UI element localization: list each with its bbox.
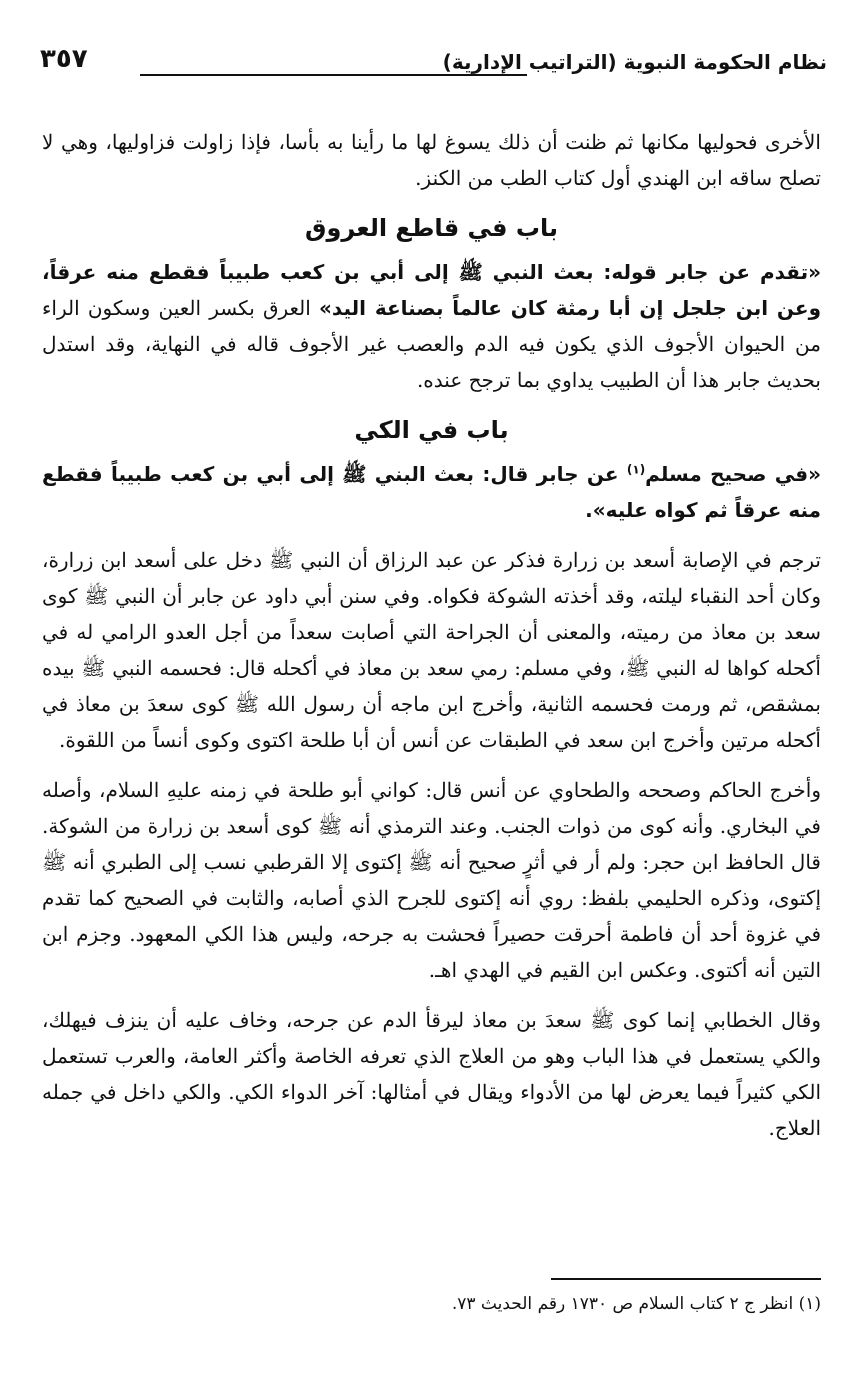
- footnote-marker: (١): [626, 462, 646, 477]
- quoted-hadith: «تقدم عن جابر قوله: بعث النبي ﷺ إلى أبي بن كعب طبيباً فقطع منه عرقاً، وعن ابن جلجل إن أبا رمثة كان عالماً بصناعة اليد»: [42, 260, 822, 320]
- page-number: ٣٥٧: [40, 44, 88, 74]
- footnote: (١) انظر ج ٢ كتاب السلام ص ١٧٣٠ رقم الحديث ٧٣.: [451, 1294, 821, 1314]
- section-quote-cautery: [42, 456, 821, 528]
- page-header: [40, 44, 827, 90]
- intro-paragraph: الأخرى فحوليها مكانها ثم ظنت أن ذلك يسوغ لها ما رأينا به بأسا، فإذا زاولت فزاوليها، وهي لا تصلح ساقه ابن الهندي أول كتاب الطب من الكنز.: [42, 130, 821, 190]
- body-paragraph-2: وأخرج الحاكم وصححه والطحاوي عن أنس قال: كواني أبو طلحة في زمنه عليهِ السلام، وأصله في البخاري. وأنه كوى من ذوات الجنب. وعند الترمذي أنه ﷺ كوى أسعد بن زرارة من الشوكة. قال الحافظ ابن حجر: ولم أر في أثرٍ صحيح أنه ﷺ إكتوى إلا القرطبي نسب إلى الطبري أنه ﷺ إكتوى، وذكره الحليمي بلفظ: روي أنه إكتوى للجرح الذي أصابه، والثابت في الصحيح كما تقدم في غزوة أحد أن فاطمة أحرقت حصيراً فحشت به جرحه، وليس هذا الكي المعهود. وجزم ابن التين أنه أكتوى. وعكس ابن القيم في الهدي اهـ.: [42, 778, 821, 982]
- body-paragraph-3: وقال الخطابي إنما كوى ﷺ سعدَ بن معاذ ليرقأ الدم عن جرحه، وخاف عليه أن ينزف فيهلك، والكي يستعمل في هذا الباب وهو من العلاج الذي تعرفه الخاصة وأكثر العامة، والعرب تستعمل الكي كثيراً فيما يعرض لها من الأدواء ويقال في أمثالها: آخر الدواء الكي. والكي داخل في جمله العلاج.: [42, 1008, 821, 1140]
- section-heading-vein-cutter: باب في قاطع العروق: [304, 214, 559, 242]
- quote-part-1: «في صحيح مسلم: [645, 462, 821, 486]
- section-heading-cautery: باب في الكي: [354, 416, 509, 444]
- footnote-rule: [551, 1278, 821, 1280]
- quote-part-2: عن جابر قال: بعث البني ﷺ إلى أبي بن كعب طبيباً فقطع منه عرقاً ثم كواه عليه».: [42, 462, 821, 522]
- body-paragraph-1: ترجم في الإصابة أسعد بن زرارة فذكر عن عبد الرزاق أن النبي ﷺ دخل على أسعد ابن زرارة، وكان أحد النقباء ليلته، وقد أخذته الشوكة فكواه. وفي سنن أبي داود عن جابر أن النبي ﷺ كوى سعد بن معاذ من رميته، والمعنى أن الجراحة التي أصابت سعداً من أجل العدو الرامي له في أكحله كواها له النبي ﷺ، وفي مسلم: رمي سعد بن معاذ في أكحله قال: فحسمه النبي ﷺ بيده بمشقص، ثم ورمت فحسمه الثانية، وأخرج ابن ماجه أن رسول الله ﷺ كوى سعدَ بن معاذ في أكحله مرتين وأخرج ابن سعد في الطبقات عن أنس أن أبا طلحة اكتوى وكوى أنساً من اللقوة.: [42, 548, 821, 752]
- section-paragraph-vein-cutter: [42, 254, 821, 398]
- page-body: [42, 124, 821, 1146]
- header-rule: [140, 74, 527, 76]
- paragraph-text: العرق بكسر العين وسكون الراء من الحيوان الأجوف الذي يكون فيه الدم والعصب غير الأجوف قاله في النهاية، وقد استدل بحديث جابر هذا أن الطبيب يداوي بما ترجح عنده.: [42, 296, 821, 392]
- running-title: نظام الحكومة النبوية (التراتيب الإدارية): [442, 50, 827, 74]
